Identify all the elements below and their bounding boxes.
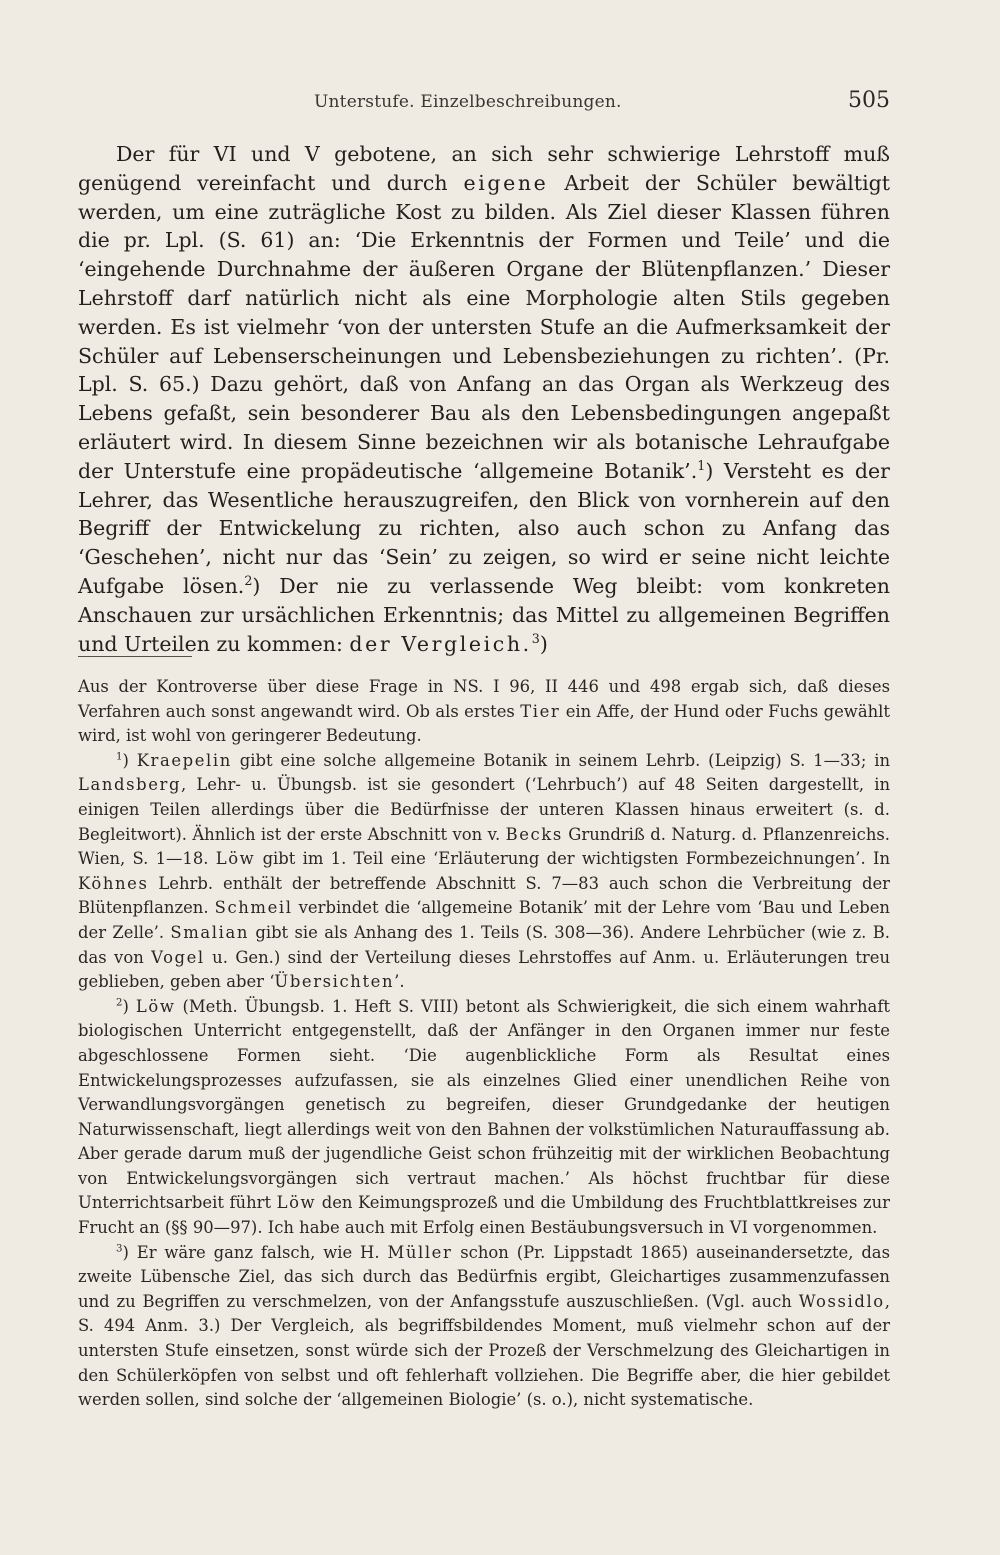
footnote-marker: 2: [116, 997, 123, 1009]
emphasis: Tier: [520, 701, 561, 721]
footnotes: [78, 675, 890, 1413]
footnote-2: $^2$) Löw (Meth. Übungsb. 1. Heft S. VIII) betont als Schwierigkeit, die sich einem wahrhaft biologischen Unterricht entgegenstellt, daß der Anfänger in den Organen immer nur feste abgeschlossene Formen sieht. ‘Die augenblickliche Form als Resultat eines Entwickelungsprozesses aufzufassen, sie als einzelnes Glied einer unendlichen Reihe von Verwandlungsvorgängen genetisch zu begreifen, dieser Grundgedanke der heutigen Naturwissenschaft, liegt allerdings weit von den Bahnen der volkstümlichen Naturauffassung ab. Aber gerade darum muß der jugendliche Geist schon frühzeitig mit der wirklichen Beobachtung von Entwickelungsvorgängen sich vertraut machen.’ Als höchst fruchtbar für diese Unterrichtsarbeit führt Löw den Keimungsprozeß und die Umbildung des Fruchtblattkreises zur Frucht an (§§ 90—97). Ich habe auch mit Erfolg einen Bestäubungsversuch in VI vorgenommen.: [78, 996, 891, 1238]
text-run: (Meth. Übungsb. 1. Heft S. VIII) betont als Schwierigkeit, die sich einem wahrhaft biologischen Unterricht entgegenstellt, daß der Anfänger in den Organen immer nur feste abgeschlossene Formen sieht. ‘Die augenblickliche Form als Resultat eines Entwickelungsprozesses aufzufassen, sie als einzelnes Glied einer unendlichen Reihe von Verwandlungsvorgängen genetisch zu begreifen, dieser Grundgedanke der heutigen Naturwissenschaft, liegt allerdings weit von den Bahnen der volkstümlichen Naturauffassung ab. Aber gerade darum muß der jugendliche Geist schon frühzeitig mit der wirklichen Beobachtung von Entwickelungsvorgängen sich vertraut machen.’ Als höchst fruchtbar für diese Unterrichtsarbeit führt: [78, 996, 890, 1213]
footnote-marker: 3: [531, 630, 540, 646]
author-name: Köhnes: [78, 873, 149, 893]
footnote-3: $^3$) Er wäre ganz falsch, wie H. Müller schon (Pr. Lippstadt 1865) auseinandersetzte, das zweite Lübensche Ziel, das sich durch das Bedürfnis ergibt, Gleichartiges zusammenzufassen und zu Begriffen zu verschmelzen, von der Anfangsstufe auszuschließen. (Vgl. auch Wossidlo, S. 494 Anm. 3.) Der Vergleich, als begriffsbildendes Moment, muß vielmehr schon auf der untersten Stufe einsetzen, sonst würde sich der Prozeß der Verschmelzung des Gleichartigen in den Schülerköpfen von selbst und oft fehlerhaft vollziehen. Die Begriffe aber, die hier gebildet werden sollen, sind solche der ‘allgemeinen Biologie’ (s. o.), nicht systematische.: [78, 1242, 890, 1410]
footnote-continuation: [78, 675, 890, 749]
body-paragraph: [78, 140, 890, 658]
text-run: verbindet die ‘allgemeine Botanik’ mit der Lehre vom ‘Bau und Leben der Zelle’.: [78, 898, 890, 942]
text-run: schon (Pr. Lippstadt 1865) auseinandersetzte, das zweite Lübensche Ziel, das sich durch das Bedürfnis ergibt, Gleichartiges zusammenzufassen und zu Begriffen zu verschmelzen, von der Anfangsstufe auszuschließen. (Vgl. auch: [78, 1242, 890, 1311]
emphasis: eigene: [463, 170, 549, 195]
text-run: ein Affe, der Hund oder Fuchs gewählt wird, ist wohl von geringerer Bedeutung.: [78, 701, 890, 746]
running-head: Unterstufe. Einzelbeschreibungen.: [314, 92, 622, 112]
author-name: Becks: [505, 824, 563, 844]
author-name: Kraepelin: [136, 750, 232, 770]
emphasis: der Vergleich.: [349, 631, 532, 656]
text-run: Aus der Kontroverse über diese Frage in NS. I 96, II 446 und 498 ergab sich, daß dieses Verfahren auch sonst angewandt wird. Ob als erstes: [78, 677, 890, 721]
author-name: Wossidlo: [798, 1291, 885, 1311]
emphasis: Übersichten: [274, 972, 395, 992]
page-header: [78, 88, 890, 122]
text-run: gibt eine solche allgemeine Botanik in seinem Lehrb. (Leipzig) S. 1—33; in: [231, 750, 890, 770]
footnote-marker: 2: [244, 573, 253, 589]
text-run: Lehrb. enthält der betreffende Abschnitt S. 7—83 auch schon die Verbreitung der Blütenpflanzen.: [78, 873, 890, 918]
text-run: ) Versteht es der Lehrer, das Wesentliche herauszugreifen, den Blick von vornherein auf den Begriff der Entwickelung zu richten, also auch schon zu Anfang das ‘Geschehen’, nicht nur das ‘Sein’ zu zeigen, so wird er seine nicht leichte Aufgabe lösen.: [78, 458, 890, 598]
text-run: Er wäre ganz falsch, wie H.: [128, 1242, 388, 1262]
footnote-marker: 1: [697, 457, 706, 473]
text-run: den Keimungsprozeß und die Umbildung des Fruchtblattkreises zur Frucht an (§§ 90—97). Ich habe auch mit Erfolg einen Bestäubungsversuch in VI vorgenommen.: [78, 1193, 891, 1238]
author-name: Müller: [387, 1242, 453, 1262]
text-run: ’.: [394, 972, 405, 992]
text-run: ) Der nie zu verlassende Weg bleibt: vom konkreten Anschauen zur ursächlichen Erkenntnis; das Mittel zu allgemeinen Begriffen und Urteilen zu kommen:: [78, 573, 890, 656]
author-name: Schmeil: [214, 898, 293, 918]
footnote-marker: 1: [116, 751, 123, 763]
author-name: Smalian: [170, 922, 249, 942]
text-run: , S. 494 Anm. 3.) Der Vergleich, als begriffsbildendes Moment, muß vielmehr schon auf der untersten Stufe einsetzen, sonst würde sich der Prozeß der Verschmelzung des Gleichartigen in den Schülerköpfen von selbst und oft fehlerhaft vollziehen. Die Begriffe aber, die hier gebildet werden sollen, sind solche der ‘allgemeinen Biologie’ (s. o.), nicht systematische.: [78, 1291, 890, 1410]
author-name: Vogel: [151, 947, 205, 967]
author-name: Löw: [276, 1193, 317, 1213]
text-run: Grundriß d. Naturg. d. Pflanzenreichs. Wien, S. 1—18.: [78, 824, 890, 869]
text-run: Arbeit der Schüler bewältigt werden, um eine zuträgliche Kost zu bilden. Als Ziel dieser Klassen führen die pr. Lpl. (S. 61) an: ‘Die Erkenntnis der Formen und Teile’ und die ‘eingehende Durchnahme der äußeren Organe der Blütenpflanzen.’ Dieser Lehrstoff darf natürlich nicht als eine Morphologie alten Stils gegeben werden. Es ist vielmehr ‘von der untersten Stufe an die Aufmerksamkeit der Schüler auf Lebenserscheinungen und Lebensbeziehungen zu richten’. (Pr. Lpl. S. 65.) Dazu gehört, daß von Anfang an das Organ als Werkzeug des Lebens gefaßt, sein besonderer Bau als den Lebensbedingungen angepaßt erläutert wird. In diesem Sinne bezeichnen wir als botanische Lehraufgabe der Unterstufe eine propädeutische ‘allgemeine Botanik’.: [78, 170, 890, 483]
page-number: 505: [848, 88, 890, 113]
text-run: u. Gen.) sind der Verteilung dieses Lehrstoffes auf Anm. u. Erläuterungen treu geblieben, geben aber ‘: [78, 947, 891, 992]
text-run: , Lehr- u. Übungsb. ist sie gesondert (‘Lehrbuch’) auf 48 Seiten dargestellt, in einigen Teilen allerdings über die Bedürfnisse der unteren Klassen hinaus erweitert (s. d. Begleitwort). Ähnlich ist der erste Abschnitt von v.: [78, 775, 890, 844]
text-run: gibt sie als Anhang des 1. Teils (S. 308—36). Andere Lehrbücher (wie z. B. das von: [78, 922, 890, 967]
footnote-marker: 3: [116, 1243, 123, 1255]
text-run: ): [539, 631, 548, 656]
body-text: [78, 140, 890, 658]
author-name: Löw: [215, 849, 256, 869]
text-run: Der für VI und V gebotene, an sich sehr schwierige Lehrstoff muß genügend vereinfacht und durch: [78, 142, 890, 195]
footnote-1: $^1$) Kraepelin gibt eine solche allgemeine Botanik in seinem Lehrb. (Leipzig) S. 1—33; in Landsberg, Lehr- u. Übungsb. ist sie gesondert (‘Lehrbuch’) auf 48 Seiten dargestellt, in einigen Teilen allerdings über die Bedürfnisse der unteren Klassen hinaus erweitert (s. d. Begleitwort). Ähnlich ist der erste Abschnitt von v. Becks Grundriß d. Naturg. d. Pflanzenreichs. Wien, S. 1—18. Löw gibt im 1. Teil eine ‘Erläuterung der wichtigsten Formbezeichnungen’. In Köhnes Lehrb. enthält der betreffende Abschnitt S. 7—83 auch schon die Verbreitung der Blütenpflanzen. Schmeil verbindet die ‘allgemeine Botanik’ mit der Lehre vom ‘Bau und Leben der Zelle’. Smalian gibt sie als Anhang des 1. Teils (S. 308—36). Andere Lehrbücher (wie z. B. das von Vogel u. Gen.) sind der Verteilung dieses Lehrstoffes auf Anm. u. Erläuterungen treu geblieben, geben aber ‘Übersichten’.: [78, 750, 891, 992]
text-run: gibt im 1. Teil eine ‘Erläuterung der wichtigsten Formbezeichnungen’. In: [255, 849, 890, 869]
author-name: Landsberg: [78, 775, 182, 795]
footnote-separator: [78, 656, 192, 657]
author-name: Löw: [135, 996, 176, 1016]
